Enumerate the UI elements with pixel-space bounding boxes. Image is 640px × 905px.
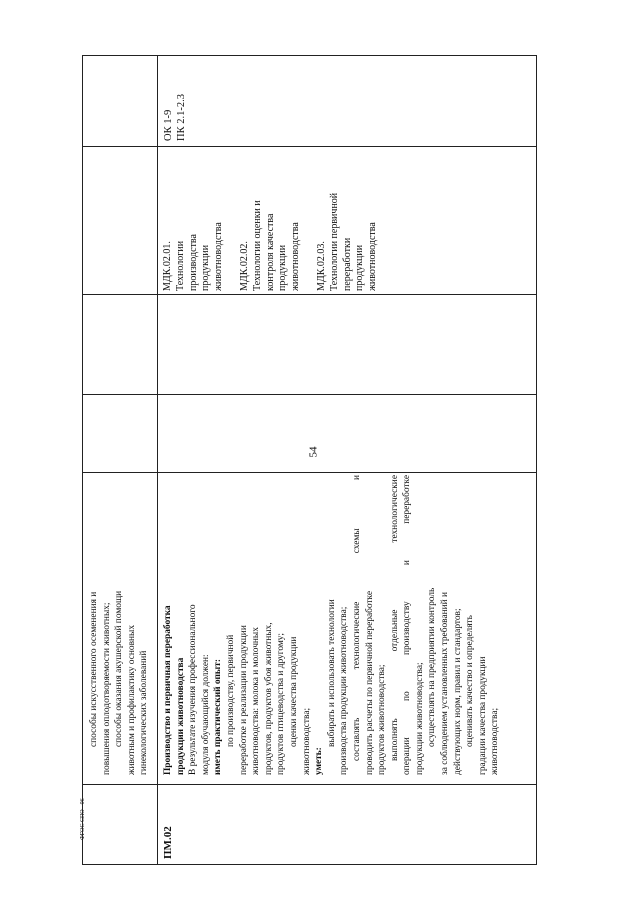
description-line: животноводства; — [301, 707, 312, 775]
col-divider-4 — [82, 294, 537, 295]
previous-row-line: повышения оплодотворяемости животных; — [101, 602, 112, 775]
description-line: Производство и первичная переработка — [163, 605, 173, 775]
mdk-item — [162, 151, 226, 291]
mdk-line: Технологии оценки и — [251, 200, 263, 291]
description-line: составлять технологические схемы и — [351, 475, 362, 761]
description-line: В результате изучения профессионального — [188, 604, 199, 775]
previous-row-line: гинекологических заболеваний — [139, 650, 150, 775]
mdk-item — [239, 151, 303, 291]
mdk-line: животноводства — [213, 222, 225, 291]
mdk-item — [316, 151, 380, 291]
description-line: продуктов, продуктов убоя животных, — [263, 622, 274, 775]
description-line: проводить расчеты по первичной переработке — [364, 590, 375, 775]
description-line: действующих норм, правил и стандартов; — [452, 608, 463, 775]
mdk-line: Технологии первичной — [328, 192, 340, 291]
description-line: иметь практический опыт: — [213, 659, 224, 775]
description-line: животноводства; — [490, 707, 501, 775]
page-number: 54 — [307, 446, 320, 458]
mdk-line: производства — [187, 234, 199, 291]
col-divider-5 — [82, 146, 537, 147]
mdk-line: животноводства — [367, 222, 379, 291]
description-line: переработке и реализации продукции — [238, 625, 249, 775]
competencies — [162, 61, 188, 141]
mdk-line: переработки — [341, 237, 353, 291]
curriculum-table — [82, 55, 537, 865]
footer-code: ФГОС СПО - 06 — [80, 798, 86, 840]
description-line: продуктов животноводства; — [377, 664, 388, 775]
description-line: по производству, первичной — [225, 634, 236, 747]
mdk-line: контроля качества — [264, 213, 276, 291]
mdk-line: продукции — [200, 244, 212, 291]
mdk-line: МДК.02.03. — [315, 241, 327, 291]
mdk-line: продукции — [277, 244, 289, 291]
mdk-line: МДК.02.02. — [238, 241, 250, 291]
description-line: операции по производству и переработке — [402, 475, 413, 775]
col-divider-2 — [82, 472, 537, 473]
description-line: животноводства: молока и молочных — [251, 627, 262, 775]
description-line: оценивать качество и определять — [465, 615, 476, 747]
description-line: градации качества продукции — [477, 656, 488, 775]
previous-row-line: способы искусственного осеменения и — [89, 591, 99, 747]
row-divider — [157, 55, 158, 865]
previous-row-line: способы оказания акушерской помощи — [114, 590, 125, 747]
module-description — [162, 475, 502, 775]
description-line: производства продукции животноводства; — [339, 606, 350, 775]
description-line: выбирать и использовать технологии — [326, 599, 337, 747]
previous-row-line: животным и профилактику основных — [126, 624, 137, 775]
description-line: продуктов птицеводства и другому; — [276, 633, 287, 775]
competency-code: ОК 1-9 — [163, 109, 174, 141]
col-divider-3 — [82, 394, 537, 395]
mdk-line: МДК.02.01. — [162, 241, 173, 291]
mdk-list — [162, 151, 393, 291]
description-line: продукции животноводства; — [414, 662, 425, 775]
mdk-line: продукции — [354, 244, 366, 291]
mdk-line: Технологии — [174, 240, 186, 291]
description-line: модуля обучающийся должен: — [200, 654, 211, 775]
description-line: выполнять отдельные технологические — [389, 475, 400, 761]
previous-row-text — [88, 475, 151, 775]
description-line: оценки качества продукции — [288, 636, 299, 747]
description-line: за соблюдением установленных требований и — [440, 591, 451, 775]
description-line: уметь: — [314, 747, 325, 775]
description-line: осуществлять на предприятии контроль — [427, 587, 438, 747]
col-divider-1 — [82, 784, 537, 785]
module-code: ПМ.02 — [162, 826, 174, 859]
competency-code: ПК 2.1-2.3 — [176, 94, 187, 141]
description-line: продукции животноводства — [175, 657, 186, 775]
mdk-line: животноводства — [290, 222, 302, 291]
